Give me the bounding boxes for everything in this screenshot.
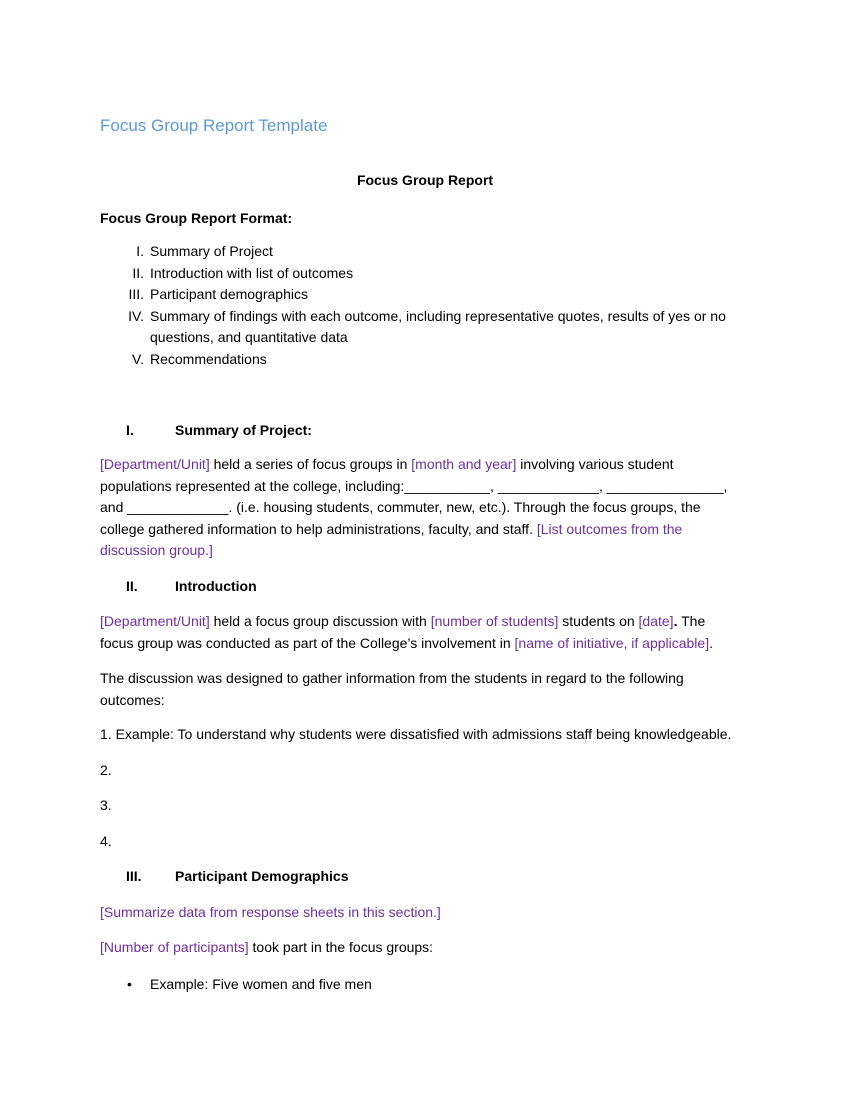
discussion-paragraph: The discussion was designed to gather information from the students in regard to the following outcomes: <box>100 670 684 708</box>
list-item: I. Summary of Project <box>136 243 273 259</box>
list-item: IV. Summary of findings with each outcome, including representative quotes, results of yes or no questions, and quantitative data <box>128 307 726 345</box>
bullet-icon: • <box>127 976 132 992</box>
outcome-item: 3. <box>100 797 112 813</box>
report-heading: Focus Group Report <box>356 172 494 188</box>
document-title: Focus Group Report Template <box>100 116 328 135</box>
summarize-placeholder: [Summarize data from response sheets in this section.] <box>100 904 441 920</box>
list-item: II. Introduction with list of outcomes <box>132 264 354 281</box>
intro-paragraph: [Department/Unit] held a focus group discussion with [number of students] students on [date]. The focus group was conducted as part of the College’s involvement in [name of initiative, if applicable]. <box>100 613 713 651</box>
format-label: Focus Group Report Format: <box>100 210 293 226</box>
summary-paragraph: [Department/Unit] held a series of focus groups in [month and year] involving various student populations represented at the college, including:___________, _____________, _______________, and _____________. (i.e. housing students, commuter, new, etc.). Through the focus groups, the college gathered information to help administrations, faculty, and staff. [List outcomes from the discussion group.] <box>100 456 728 558</box>
document-page: Focus Group Report Template Focus Group Report Focus Group Report Format: I. Summary of Project II. Introduction with list of outcomes III. Participant demographics IV. Summary of findings with each outcome, including representative quotes, results of yes or no questions, and quantitative data V. Recommendations I. Summary of Project: [Department/Unit] held a series of focus groups in [month and year] involving various student populations represented at the college, including:___________, _____________, _______________, and _____________. (i.e. housing students, commuter, new, etc.). Through the focus groups, the college gathered information to help administrations, faculty, and staff. [List outcomes from the discussion group.] II. Introduction [Department/Unit] held a focus group discussion with [number of students] students on [date]. The focus group was conducted as part of the College’s involvement in [name of initiative, if applicable]. The discussion was designed to gather information from the students in regard to the following outcomes: 1. Example: To understand why students were dissatisfied with admissions staff being knowledgeable. 2. 3. 4. III. Participant Demographics [Summarize data from response sheets in this section.] [Number of participants] took part in the focus groups: • Example: Five women and five men <box>0 0 850 1100</box>
participants-paragraph: [Number of participants] took part in the focus groups: <box>100 939 434 955</box>
list-item: III. Participant demographics <box>128 286 308 302</box>
outcome-item: 4. <box>100 833 112 849</box>
outcome-item: 2. <box>100 762 112 778</box>
outcome-item: 1. Example: To understand why students were dissatisfied with admissions staff being knowledgeable. <box>100 726 732 742</box>
format-list <box>100 241 750 370</box>
list-item: V. Recommendations <box>132 350 267 367</box>
list-item: Example: Five women and five men <box>150 976 372 992</box>
